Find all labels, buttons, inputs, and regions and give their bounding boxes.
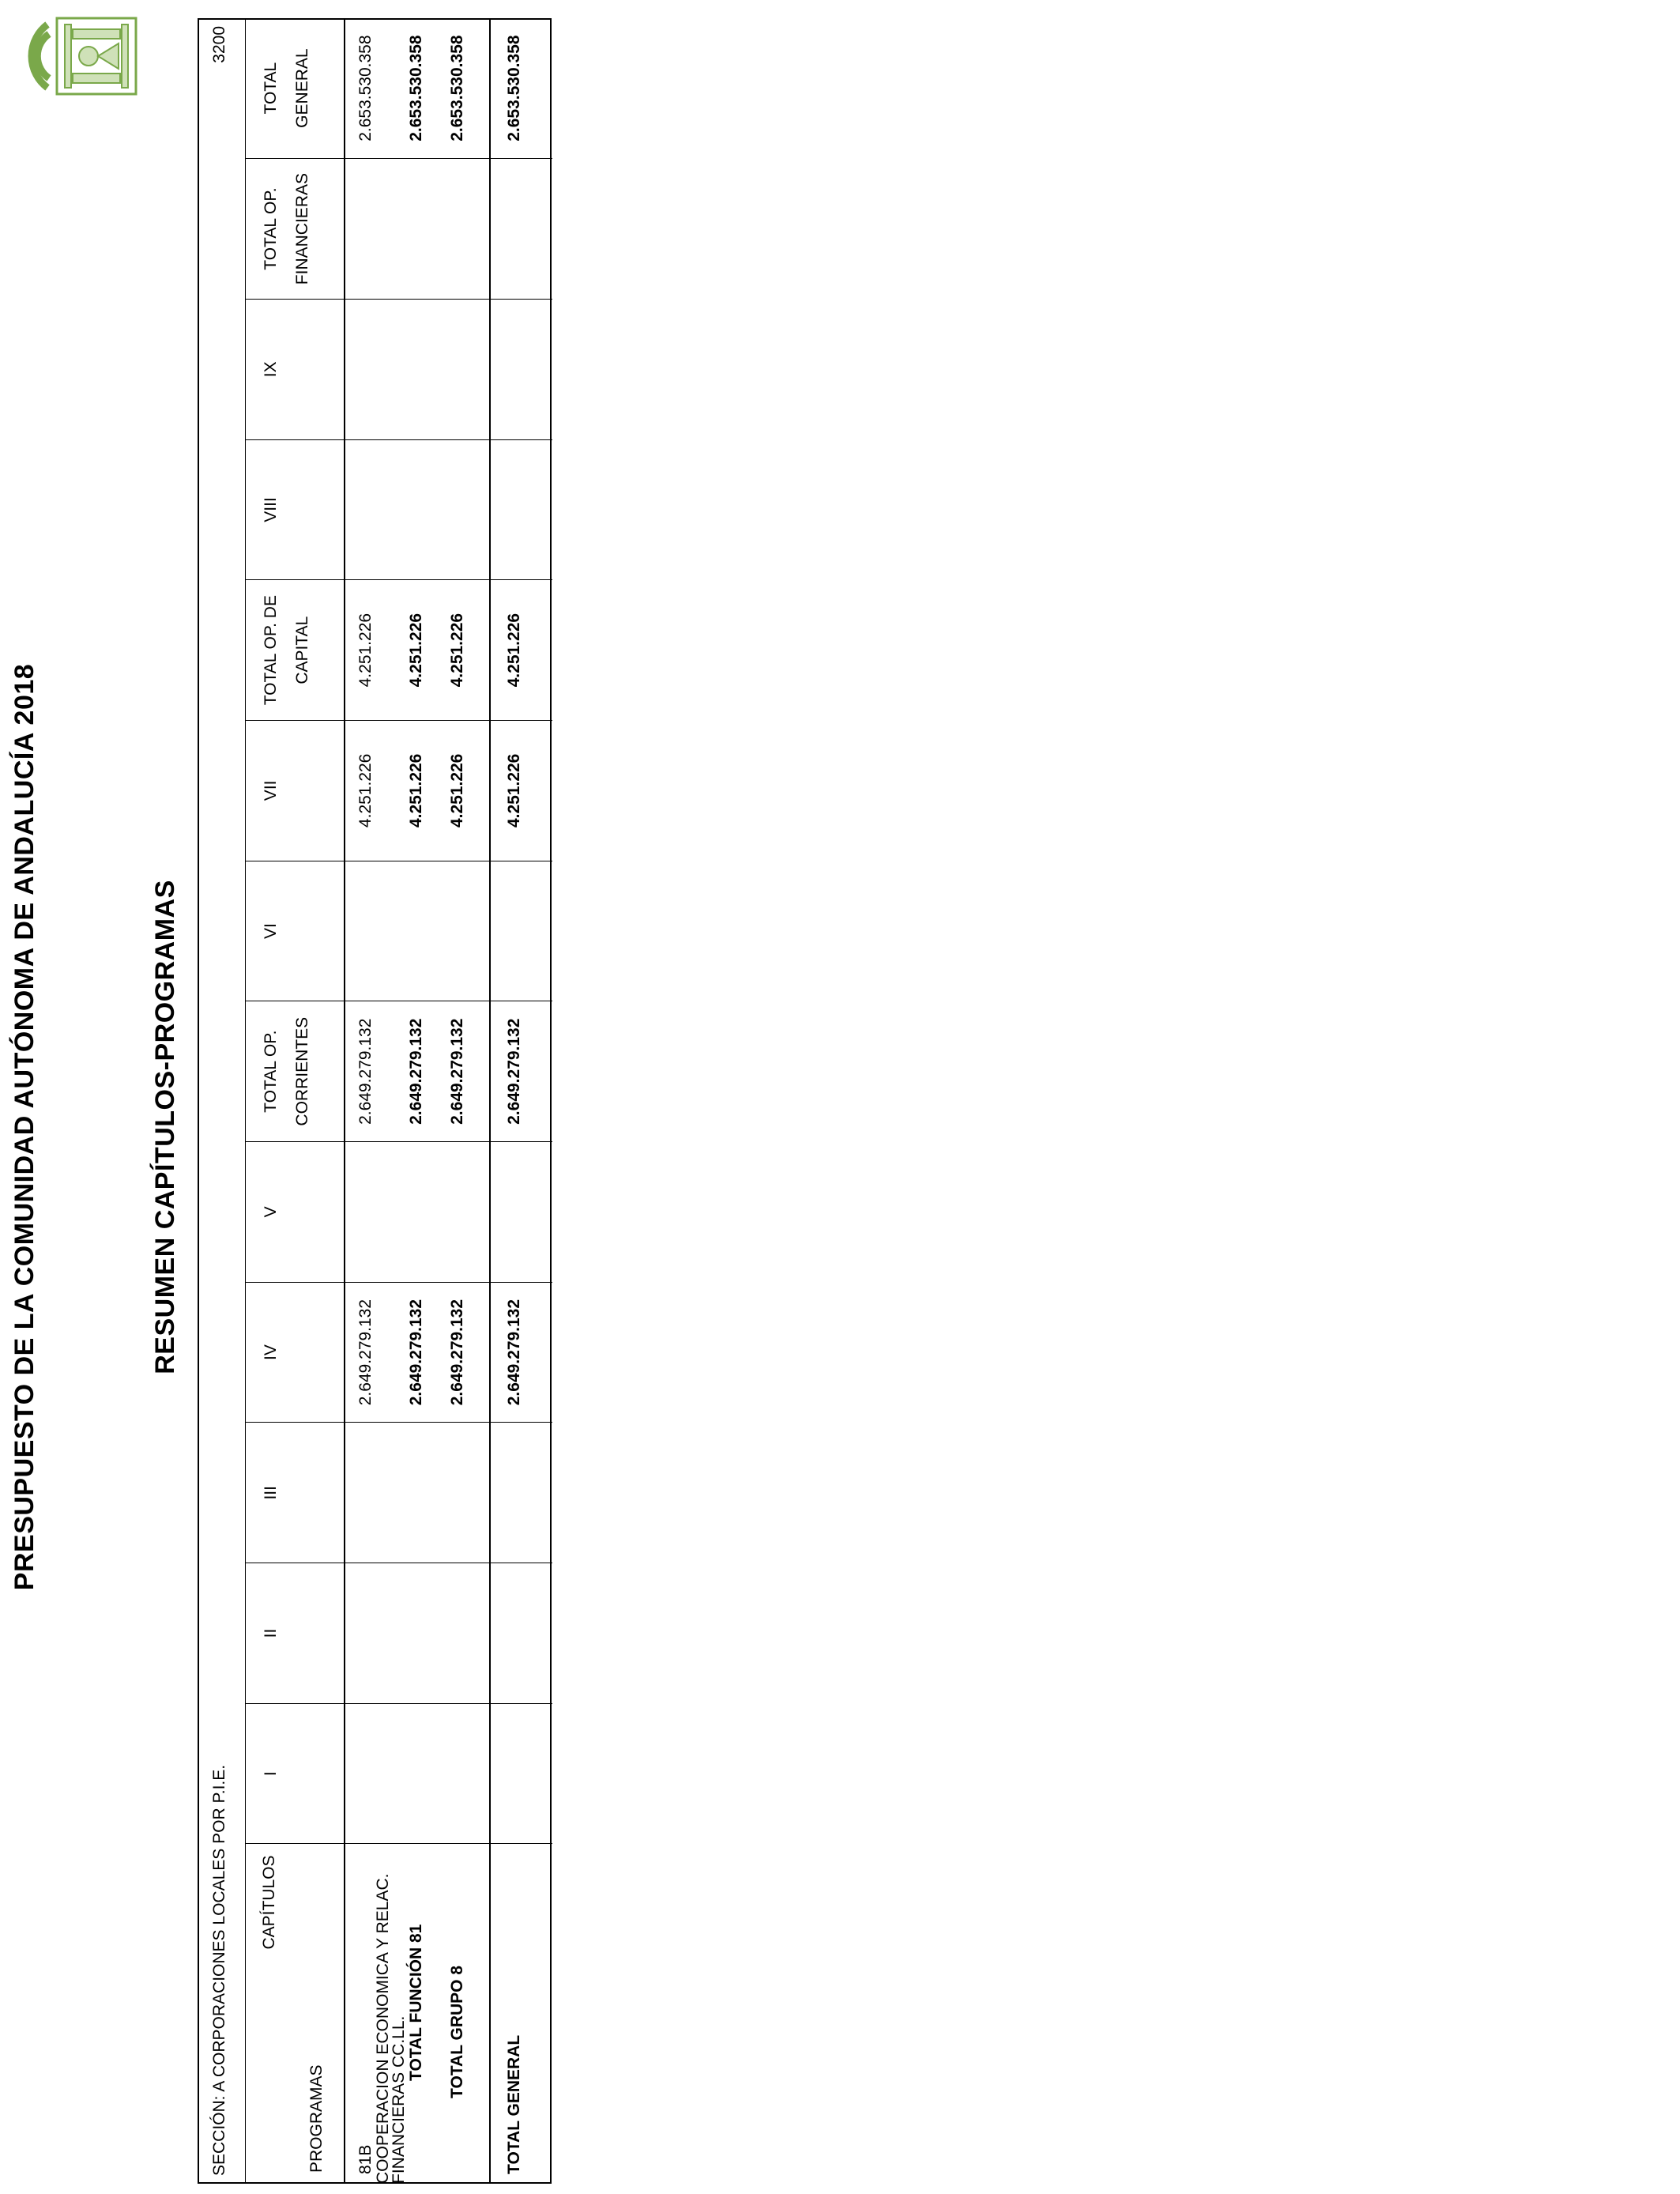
value-cell: 2.649.279.132 xyxy=(448,1282,490,1423)
value-cell xyxy=(448,861,490,1001)
column-header: TOTAL GENERAL xyxy=(246,18,345,159)
value-cell xyxy=(490,159,552,300)
column-header: IV xyxy=(246,1282,345,1423)
value-cell xyxy=(345,439,407,580)
column-header: VI xyxy=(246,861,345,1001)
value-cell xyxy=(407,1423,448,1563)
value-cell xyxy=(490,861,552,1001)
value-cell: 4.251.226 xyxy=(345,580,407,721)
value-cell: 4.251.226 xyxy=(345,721,407,861)
value-cell xyxy=(448,1563,490,1704)
value-cell xyxy=(448,1142,490,1283)
program-code: 81B xyxy=(356,2144,375,2174)
value-cell xyxy=(448,159,490,300)
value-cell xyxy=(448,299,490,439)
value-cell xyxy=(448,1703,490,1844)
value-cell: 2.649.279.132 xyxy=(490,1001,552,1142)
column-header: TOTAL OP. CORRIENTES xyxy=(246,1001,345,1142)
value-cell xyxy=(448,439,490,580)
value-cell xyxy=(490,1703,552,1844)
value-cell xyxy=(490,439,552,580)
table-row xyxy=(407,18,448,2184)
value-cell: 2.649.279.132 xyxy=(345,1001,407,1142)
value-cell xyxy=(345,1423,407,1563)
column-header: I xyxy=(246,1703,345,1844)
section-label: SECCIÓN: A CORPORACIONES LOCALES POR P.I.E. xyxy=(210,1764,228,2176)
header-capitulos: CAPÍTULOS xyxy=(260,1855,278,1950)
value-cell: 4.251.226 xyxy=(448,721,490,861)
section-code: 3200 xyxy=(210,26,228,63)
capitulos-programas-table xyxy=(245,18,552,2184)
value-cell: 2.653.530.358 xyxy=(345,18,407,159)
value-cell xyxy=(448,1423,490,1563)
document-title: PRESUPUESTO DE LA COMUNIDAD AUTÓNOMA DE ANDALUCÍA 2018 xyxy=(9,663,40,1591)
column-header: VII xyxy=(246,721,345,861)
value-cell: 2.653.530.358 xyxy=(407,18,448,159)
column-header: V xyxy=(246,1142,345,1283)
header-programas: PROGRAMAS xyxy=(307,2064,326,2173)
value-cell xyxy=(345,1563,407,1704)
value-cell xyxy=(345,1142,407,1283)
value-cell: 2.649.279.132 xyxy=(490,1282,552,1423)
value-cell xyxy=(345,861,407,1001)
value-cell xyxy=(407,299,448,439)
table-row xyxy=(448,18,490,2184)
column-header: IX xyxy=(246,299,345,439)
column-header: VIII xyxy=(246,439,345,580)
value-cell: 2.649.279.132 xyxy=(345,1282,407,1423)
program-cell xyxy=(345,1844,407,2184)
grand-total-label: TOTAL GENERAL xyxy=(490,1844,552,2184)
value-cell xyxy=(407,1703,448,1844)
value-cell: 4.251.226 xyxy=(448,580,490,721)
value-cell: 2.649.279.132 xyxy=(448,1001,490,1142)
column-header: TOTAL OP. DE CAPITAL xyxy=(246,580,345,721)
junta-andalucia-logo-icon xyxy=(0,9,142,104)
table-row xyxy=(345,18,407,2184)
document-subtitle: RESUMEN CAPÍTULOS-PROGRAMAS xyxy=(150,880,180,1374)
value-cell xyxy=(490,299,552,439)
value-cell: 4.251.226 xyxy=(407,580,448,721)
value-cell xyxy=(345,159,407,300)
value-cell: 4.251.226 xyxy=(490,580,552,721)
column-header: II xyxy=(246,1563,345,1704)
table-row xyxy=(490,18,552,2184)
subtotal-label: TOTAL GRUPO 8 xyxy=(448,1965,466,2098)
value-cell xyxy=(490,1142,552,1283)
value-cell: 2.649.279.132 xyxy=(407,1001,448,1142)
value-cell xyxy=(407,439,448,580)
value-cell: 2.653.530.358 xyxy=(448,18,490,159)
summary-table-frame xyxy=(198,18,552,2184)
value-cell: 2.653.530.358 xyxy=(490,18,552,159)
value-cell xyxy=(490,1423,552,1563)
column-header: III xyxy=(246,1423,345,1563)
value-cell xyxy=(407,1142,448,1283)
table-header-row xyxy=(246,18,345,2184)
program-label: COOPERACION ECONOMICA Y RELAC. FINANCIERAS CC.LL. xyxy=(374,1873,408,2184)
column-header: TOTAL OP. FINANCIERAS xyxy=(246,159,345,300)
value-cell xyxy=(407,861,448,1001)
value-cell: 4.251.226 xyxy=(490,721,552,861)
value-cell: 4.251.226 xyxy=(407,721,448,861)
value-cell xyxy=(490,1563,552,1704)
value-cell: 2.649.279.132 xyxy=(407,1282,448,1423)
value-cell xyxy=(345,299,407,439)
value-cell xyxy=(407,1563,448,1704)
header-corner xyxy=(246,1844,345,2184)
subtotal-label: TOTAL FUNCIÓN 81 xyxy=(407,1924,425,2081)
value-cell xyxy=(407,159,448,300)
